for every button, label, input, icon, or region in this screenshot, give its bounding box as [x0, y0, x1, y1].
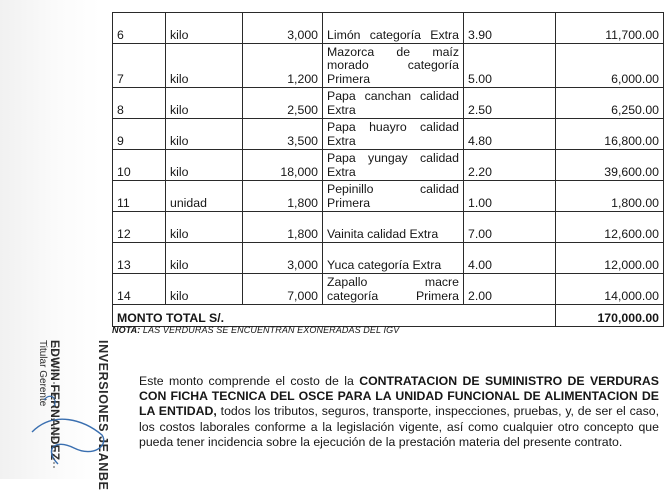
row-unit: kilo — [166, 44, 243, 88]
row-unit: kilo — [166, 274, 243, 305]
row-quantity: 2,500 — [243, 88, 323, 119]
row-unit: kilo — [166, 150, 243, 181]
row-total: 39,600.00 — [556, 150, 664, 181]
row-description: Papa yungay calidad Extra — [323, 150, 464, 181]
row-quantity: 3,500 — [243, 119, 323, 150]
stamp-role: Titular Gerente — [37, 340, 48, 407]
row-total: 16,800.00 — [556, 119, 664, 150]
paragraph-rest: todos los tributos, seguros, transporte, inspecciones, pruebas, y, de ser el caso, los costos laborales conforme a la legislación vigente, así como cualquier otro concepto que pueda tener incidencia sobre la ejecución de la prestación materia del presente contrato. — [139, 404, 660, 449]
row-number: 7 — [113, 44, 166, 88]
row-quantity: 3,000 — [243, 243, 323, 274]
total-value: 170,000.00 — [556, 305, 664, 327]
table-row — [113, 274, 664, 305]
row-number: 6 — [113, 13, 166, 44]
total-label: MONTO TOTAL S/. — [113, 305, 556, 327]
row-description: Mazorca de maíz morado categoría Primera — [323, 44, 464, 88]
row-unit-price: 2.00 — [464, 274, 556, 305]
row-description: Papa huayro calidad Extra — [323, 119, 464, 150]
row-total: 6,000.00 — [556, 44, 664, 88]
table-row — [113, 44, 664, 88]
row-description: Yuca categoría Extra — [323, 243, 464, 274]
row-description: Pepinillo calidad Primera — [323, 181, 464, 212]
row-unit: kilo — [166, 243, 243, 274]
table-row — [113, 88, 664, 119]
row-number: 10 — [113, 150, 166, 181]
row-total: 14,000.00 — [556, 274, 664, 305]
table-row — [113, 181, 664, 212]
row-unit-price: 2.50 — [464, 88, 556, 119]
paragraph-intro: Este monto comprende el costo de la — [139, 374, 360, 388]
row-total: 12,600.00 — [556, 212, 664, 243]
row-unit: kilo — [166, 119, 243, 150]
row-quantity: 1,200 — [243, 44, 323, 88]
table-row — [113, 119, 664, 150]
row-total: 12,000.00 — [556, 243, 664, 274]
row-quantity: 18,000 — [243, 150, 323, 181]
row-number: 12 — [113, 212, 166, 243]
table-row — [113, 13, 664, 44]
table-row — [113, 150, 664, 181]
row-unit: kilo — [166, 212, 243, 243]
contract-paragraph — [139, 374, 659, 450]
row-unit: unidad — [166, 181, 243, 212]
row-total: 6,250.00 — [556, 88, 664, 119]
row-description: Vainita calidad Extra — [323, 212, 464, 243]
row-number: 8 — [113, 88, 166, 119]
row-description: Limón categoría Extra — [323, 13, 464, 44]
stamp-company: INVERSIONES JEANBE — [96, 340, 110, 490]
row-description: Zapallo macre categoría Primera — [323, 274, 464, 305]
row-quantity: 1,800 — [243, 212, 323, 243]
table-row — [113, 243, 664, 274]
row-unit-price: 3.90 — [464, 13, 556, 44]
row-number: 13 — [113, 243, 166, 274]
note-label: NOTA: — [112, 325, 141, 335]
row-unit-price: 1.00 — [464, 181, 556, 212]
note-text: LAS VERDURAS SE ENCUENTRAN EXONERADAS DEL IGV — [140, 325, 400, 335]
row-quantity: 7,000 — [243, 274, 323, 305]
row-unit-price: 7.00 — [464, 212, 556, 243]
row-number: 14 — [113, 274, 166, 305]
table-row — [113, 212, 664, 243]
total-row — [113, 305, 664, 327]
row-number: 9 — [113, 119, 166, 150]
row-unit: kilo — [166, 13, 243, 44]
row-total: 11,700.00 — [556, 13, 664, 44]
row-unit-price: 2.20 — [464, 150, 556, 181]
row-unit-price: 4.80 — [464, 119, 556, 150]
company-stamp — [14, 340, 110, 490]
items-table-body — [113, 13, 664, 305]
items-table — [112, 12, 664, 327]
row-quantity: 3,000 — [243, 13, 323, 44]
row-total: 1,800.00 — [556, 181, 664, 212]
row-unit: kilo — [166, 88, 243, 119]
row-description: Papa canchan calidad Extra — [323, 88, 464, 119]
row-unit-price: 5.00 — [464, 44, 556, 88]
row-quantity: 1,800 — [243, 181, 323, 212]
signature-icon — [14, 340, 110, 474]
row-number: 11 — [113, 181, 166, 212]
row-unit-price: 4.00 — [464, 243, 556, 274]
paragraph-bold: CONTRATACION DE SUMINISTRO DE VERDURAS CON FICHA TECNICA DEL OSCE PARA LA UNIDAD FUNCIONAL DE ALIMENTACION DE LA ENTIDAD, — [139, 374, 659, 419]
stamp-name: EDWIN FERNANDEZ — [48, 340, 62, 461]
vat-note — [112, 325, 399, 335]
